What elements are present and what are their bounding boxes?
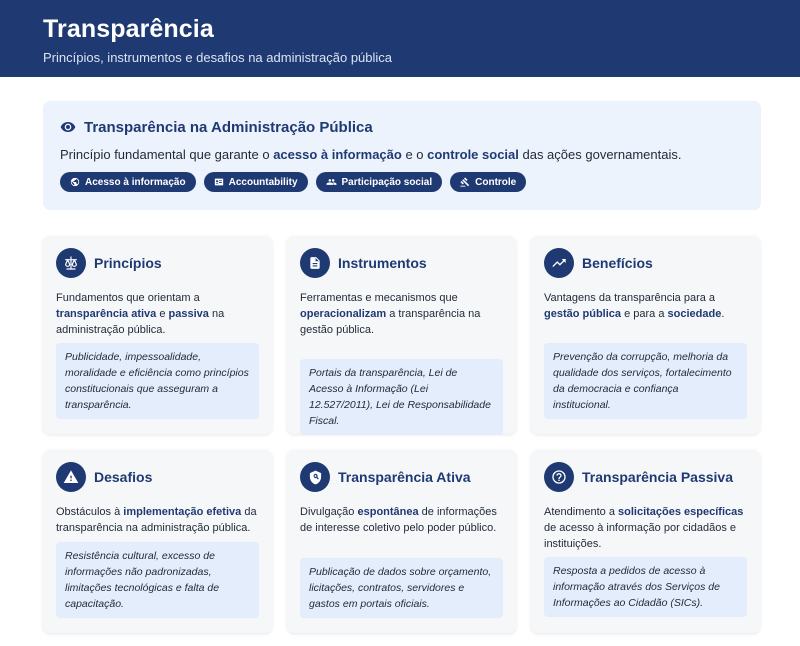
card-note: Prevenção da corrupção, melhoria da qualidade dos serviços, fortalecimento da democracia e confiança institucional. xyxy=(544,343,747,419)
card-transparencia-passiva xyxy=(531,450,760,633)
page-subtitle: Princípios, instrumentos e desafios na administração pública xyxy=(43,50,393,65)
overview-desc-highlight: controle social xyxy=(427,147,519,162)
help-circle-icon xyxy=(544,462,574,492)
desc-highlight: implementação efetiva xyxy=(123,506,242,518)
desc-highlight: solicitações específicas xyxy=(618,506,744,518)
card-header xyxy=(300,248,503,278)
chip-controle[interactable] xyxy=(450,172,526,192)
card-header xyxy=(56,248,259,278)
topic-chips xyxy=(60,172,744,192)
card-header xyxy=(544,462,747,492)
card-header xyxy=(56,462,259,492)
shield-search-icon xyxy=(300,462,330,492)
chip-participacao-social[interactable] xyxy=(316,172,443,192)
desc-text: . xyxy=(721,308,725,320)
chip-accountability[interactable] xyxy=(204,172,308,192)
warning-icon xyxy=(56,462,86,492)
desc-highlight: operacionalizam xyxy=(300,308,387,320)
desc-highlight: passiva xyxy=(168,308,209,320)
overview-title-row xyxy=(60,116,744,138)
chip-label: Controle xyxy=(475,176,517,188)
id-card-icon xyxy=(214,177,224,187)
desc-text: Divulgação xyxy=(300,506,358,518)
trending-up-icon xyxy=(544,248,574,278)
desc-text: Fundamentos que orientam a xyxy=(56,292,200,304)
card-description xyxy=(56,504,259,536)
desc-text: Vantagens da transparência para a xyxy=(544,292,716,304)
gavel-icon xyxy=(460,177,470,187)
overview-desc-text: Princípio fundamental que garante o xyxy=(60,147,274,162)
card-description xyxy=(544,290,747,322)
desc-highlight: sociedade xyxy=(667,308,722,320)
card-instrumentos xyxy=(287,236,516,434)
page-title: Transparência xyxy=(43,15,214,43)
card-title: Desafios xyxy=(94,469,153,485)
card-header xyxy=(300,462,503,492)
desc-text: da transparência na administração pública. xyxy=(56,506,257,534)
eye-icon xyxy=(60,119,76,135)
card-title: Transparência Ativa xyxy=(338,469,471,485)
card-note: Resistência cultural, excesso de informações não padronizadas, limitações tecnológicas e falta de capacitação. xyxy=(56,542,259,618)
desc-text: na administração pública. xyxy=(56,308,225,336)
overview-desc-text: das ações governamentais. xyxy=(518,147,682,162)
card-principios xyxy=(43,236,272,434)
card-note: Publicidade, impessoalidade, moralidade e eficiência como princípios constitucionais que asseguram a transparência. xyxy=(56,343,259,419)
desc-text: Obstáculos à xyxy=(56,506,124,518)
document-icon xyxy=(300,248,330,278)
chip-label: Acesso à informação xyxy=(85,176,186,188)
card-description xyxy=(300,290,503,338)
desc-text: e para a xyxy=(621,308,668,320)
desc-text: de acesso à informação por cidadãos e instituições. xyxy=(544,522,737,550)
desc-highlight: gestão pública xyxy=(544,308,622,320)
chip-label: Accountability xyxy=(228,176,298,188)
desc-text: a transparência na gestão pública. xyxy=(300,308,481,336)
page-header xyxy=(0,0,800,77)
card-title: Transparência Passiva xyxy=(582,469,733,485)
card-description xyxy=(300,504,503,536)
card-note: Publicação de dados sobre orçamento, licitações, contratos, servidores e gastos em portais oficiais. xyxy=(300,558,503,618)
desc-text: de informações de interesse coletivo pelo poder público. xyxy=(300,506,497,534)
card-note: Resposta a pedidos de acesso à informação através dos Serviços de Informações ao Cidadão (SICs). xyxy=(544,557,747,617)
desc-highlight: transparência ativa xyxy=(56,308,157,320)
card-transparencia-ativa xyxy=(287,450,516,633)
globe-icon xyxy=(70,177,80,187)
desc-text: e xyxy=(156,308,169,320)
desc-text: Atendimento a xyxy=(544,506,618,518)
card-header xyxy=(544,248,747,278)
card-note: Portais da transparência, Lei de Acesso à Informação (Lei 12.527/2011), Lei de Responsabilidade Fiscal. xyxy=(300,359,503,435)
people-icon xyxy=(326,177,337,187)
card-description xyxy=(544,504,747,552)
chip-label: Participação social xyxy=(341,176,433,188)
card-desafios xyxy=(43,450,272,633)
card-title: Princípios xyxy=(94,255,162,271)
card-title: Instrumentos xyxy=(338,255,427,271)
chip-acesso-informacao[interactable] xyxy=(60,172,196,192)
overview-desc-text: e o xyxy=(401,147,428,162)
scales-icon xyxy=(56,248,86,278)
overview-title: Transparência na Administração Pública xyxy=(84,118,373,136)
overview-desc-highlight: acesso à informação xyxy=(273,147,402,162)
desc-text: Ferramentas e mecanismos que xyxy=(300,292,458,304)
overview-description xyxy=(60,146,744,164)
card-description xyxy=(56,290,259,338)
card-title: Benefícios xyxy=(582,255,653,271)
desc-highlight: espontânea xyxy=(357,506,419,518)
overview-panel xyxy=(43,101,761,210)
card-beneficios xyxy=(531,236,760,434)
